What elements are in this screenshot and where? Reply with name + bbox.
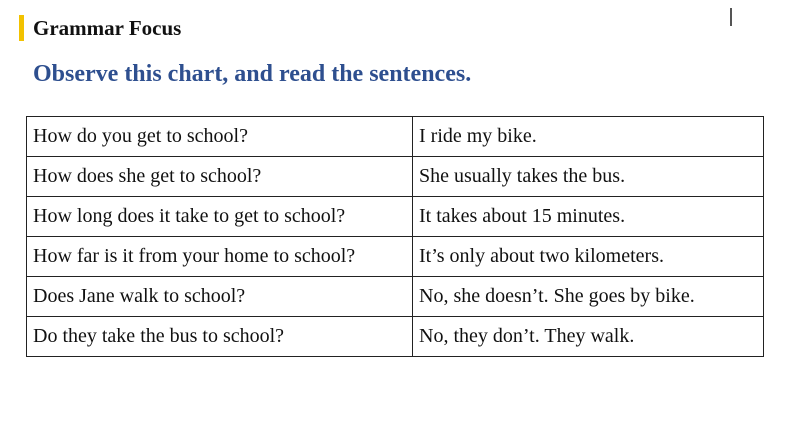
table-row: [27, 237, 764, 277]
table-row: [27, 277, 764, 317]
table-row: [27, 157, 764, 197]
question-cell: Does Jane walk to school?: [27, 277, 413, 317]
table-row: [27, 317, 764, 357]
grammar-table: [26, 116, 764, 357]
answer-cell: She usually takes the bus.: [413, 157, 764, 197]
answer-cell: I ride my bike.: [413, 117, 764, 157]
question-cell: How far is it from your home to school?: [27, 237, 413, 277]
accent-bar: [19, 15, 24, 41]
table-row: [27, 117, 764, 157]
slide-corner-mark: [730, 8, 732, 26]
question-cell: How does she get to school?: [27, 157, 413, 197]
answer-cell: No, she doesn’t. She goes by bike.: [413, 277, 764, 317]
question-cell: How do you get to school?: [27, 117, 413, 157]
answer-cell: It’s only about two kilometers.: [413, 237, 764, 277]
question-cell: Do they take the bus to school?: [27, 317, 413, 357]
instruction-heading: Observe this chart, and read the sentences.: [33, 61, 472, 87]
question-cell: How long does it take to get to school?: [27, 197, 413, 237]
section-title: Grammar Focus: [33, 16, 182, 40]
answer-cell: It takes about 15 minutes.: [413, 197, 764, 237]
table-row: [27, 197, 764, 237]
answer-cell: No, they don’t. They walk.: [413, 317, 764, 357]
